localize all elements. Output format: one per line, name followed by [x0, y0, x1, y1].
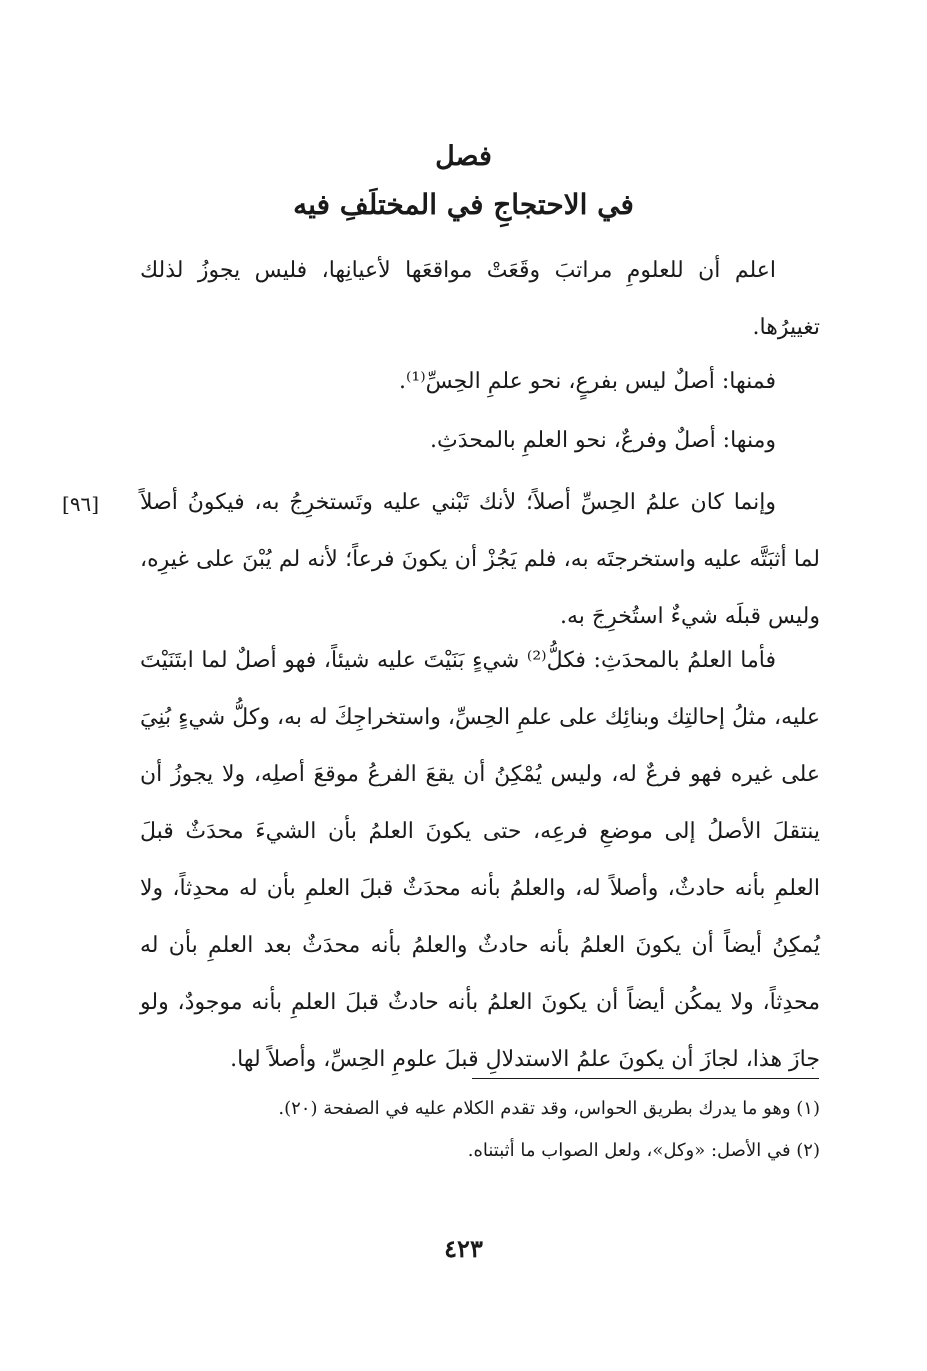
chapter-title: في الاحتجاجِ في المختلَفِ فيه	[293, 188, 634, 221]
page-number: ٤٢٣	[444, 1234, 483, 1263]
paragraph-sense-knowledge: وإنما كان علمُ الحِسِّ أصلاً؛ لأنك تَبْني عليه وتَستخرِجُ به، فيكونُ أصلاً لما أثبَتَّه عليه واستخرجتَه به، فلم يَجُزْ أن يكونَ فرعاً؛ لأنه لم يُبْنَ على غيرِه، وليس قبلَه شيءٌ استُخرِجَ به.	[140, 490, 820, 629]
paragraph-intro: اعلم أن للعلومِ مراتبَ وقَعَتْ مواقعَها لأعيانِها، فليس يجوزُ لذلك تغييرُها.	[140, 258, 820, 340]
manuscript-page-marker: [٩٦]	[62, 492, 100, 516]
paragraph-second-kind: ومنها: أصلٌ وفرعٌ، نحو العلمِ بالمحدَثِ.	[430, 428, 776, 453]
paragraph-created-knowledge: فأما العلمُ بالمحدَثِ: فكلُّ⁽²⁾ شيءٍ بَنَيْتَ عليه شيئاً، فهو أصلٌ لما ابتَنَيْتَ عليه، مثلُ إحالتِك وبنائِك على علمِ الحِسِّ، واستخراجِكَ له به، وكلُّ شيءٍ بُنِيَ على غيره فهو فرعٌ له، وليس يُمْكِنُ أن يقعَ الفرعُ موقعَ أصلِه، ولا يجوزُ أن ينتقلَ الأصلُ إلى موضعِ فرعِه، حتى يكونَ العلمُ بأن الشيءَ محدَثٌ قبلَ العلمِ بأنه حادثٌ، وأصلاً له، والعلمُ بأنه محدَثٌ قبلَ العلمِ بأن له محدِثاً، ولا يُمكِنُ أيضاً أن يكونَ العلمُ بأنه حادثٌ والعلمُ بأنه محدَثٌ بعد العلمِ بأن له محدِثاً، ولا يمكُن أيضاً أن يكونَ العلمُ بأنه حادثٌ قبلَ العلمِ بأنه موجودٌ، ولو جازَ هذا، لجازَ أن يكونَ علمُ الاستدلالِ قبلَ علومِ الحِسِّ، وأصلاً لها.	[140, 648, 820, 1072]
paragraph-first-kind: فمنها: أصلٌ ليس بفرعٍ، نحو علمِ الحِسِّ⁽¹⁾.	[399, 369, 776, 394]
footnote-2: (٢) في الأصل: «وكل»، ولعل الصواب ما أثبتناه.	[467, 1140, 820, 1161]
footnote-1: (١) وهو ما يدرك بطريق الحواس، وقد تقدم الكلام عليه في الصفحة (٢٠).	[278, 1098, 820, 1119]
footnote-separator	[472, 1078, 819, 1079]
chapter-label: فصل	[435, 141, 492, 172]
